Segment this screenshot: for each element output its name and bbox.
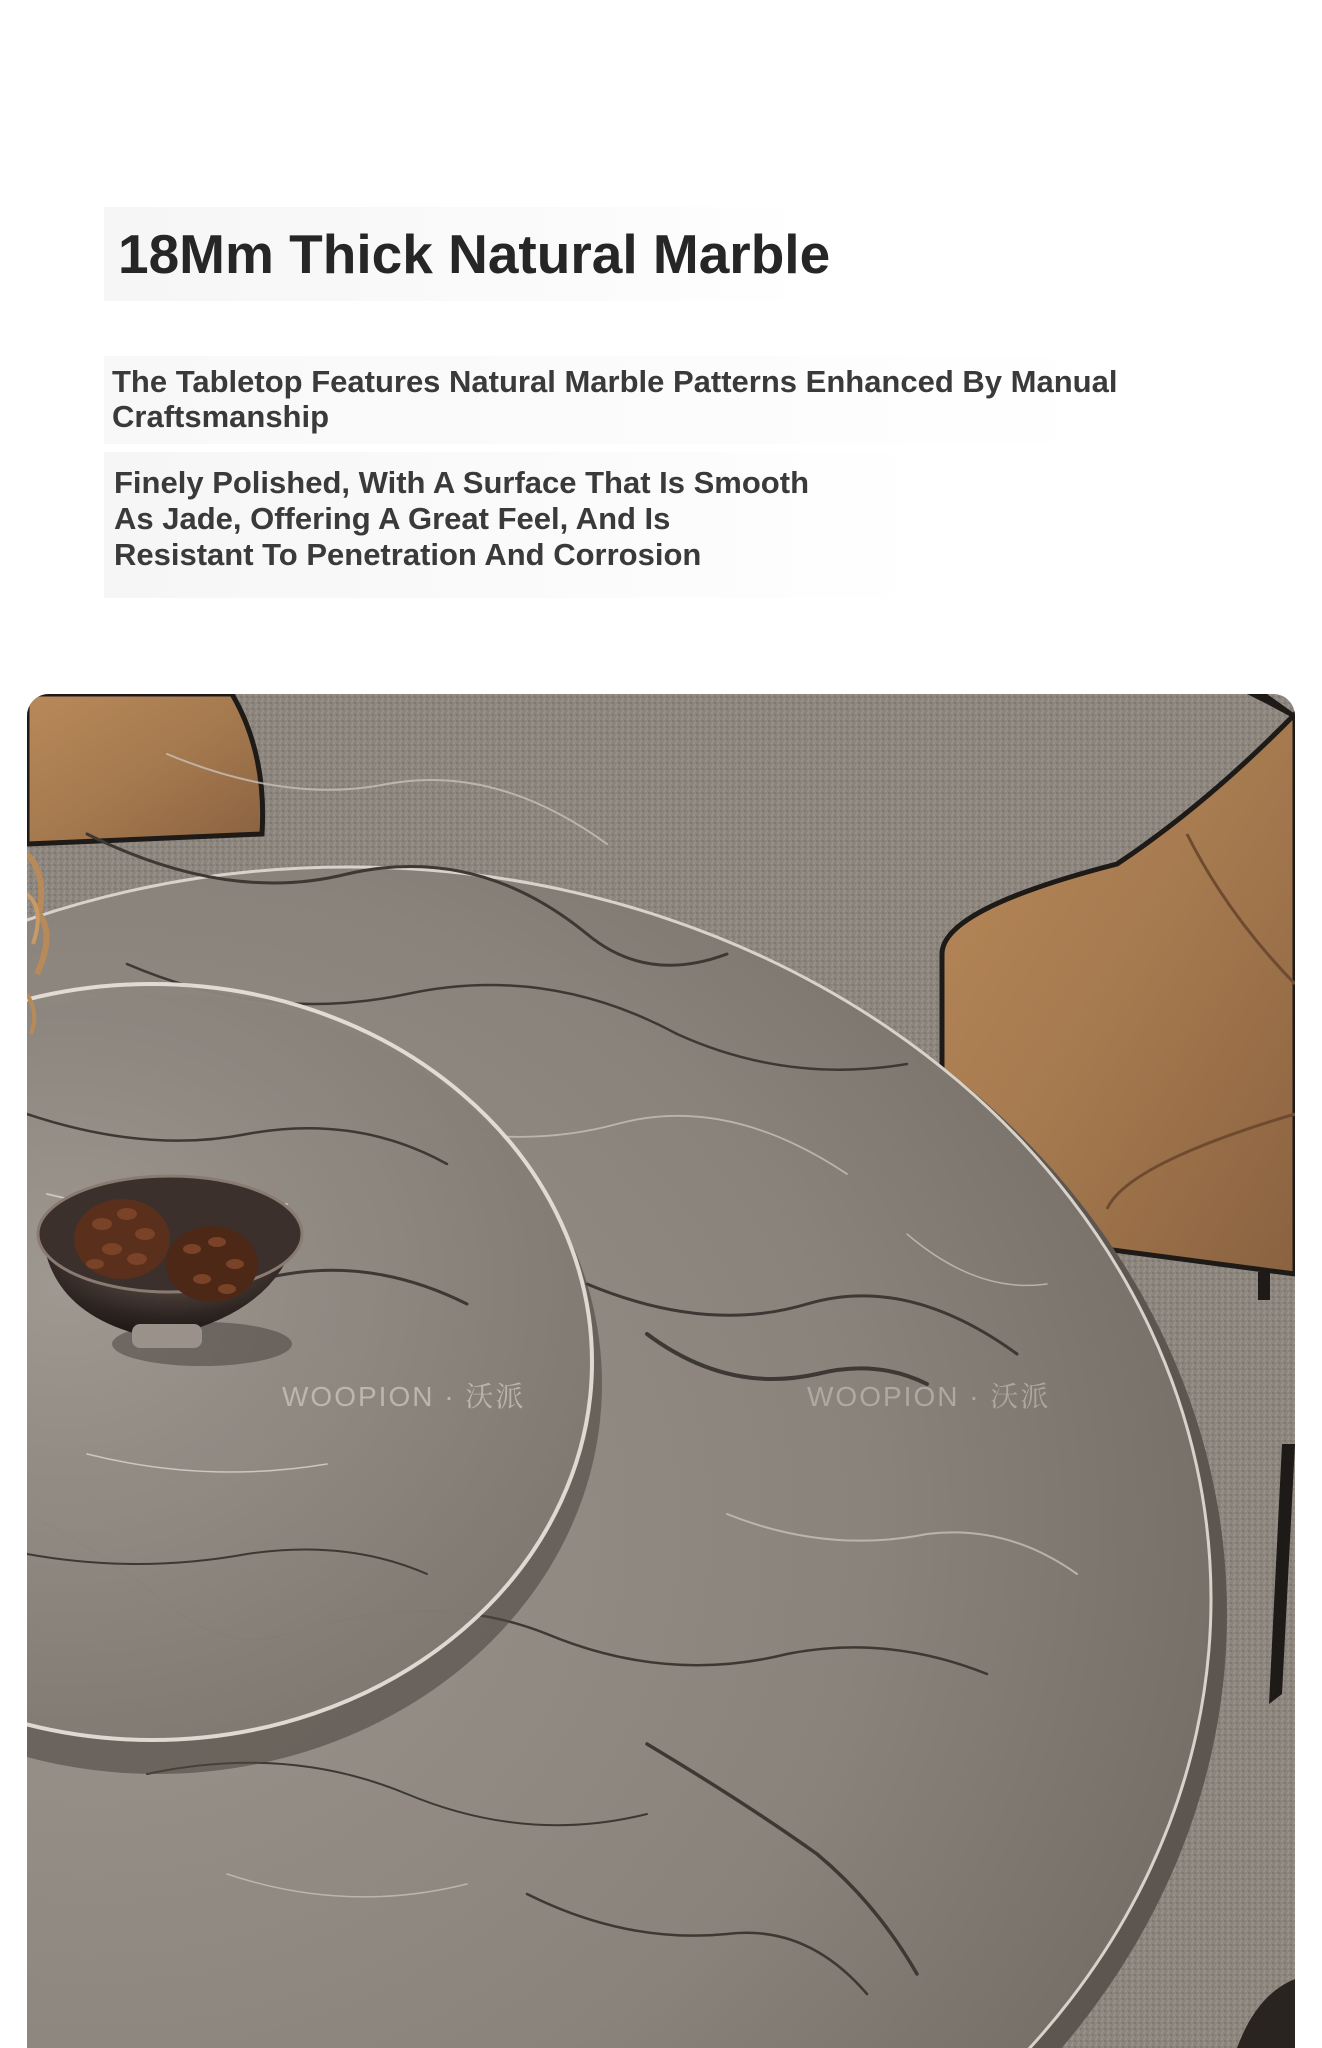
product-photo [27,694,1295,2048]
pinecone-left [74,1199,170,1279]
pinecone-right [166,1226,258,1302]
description-text-2: Finely Polished, With A Surface That Is Smooth As Jade, Offering A Great Feel, And Is Resistant To Penetration And Corrosion [114,465,810,572]
watermark-right: WOOPION · 沃派 [807,1381,1051,1412]
marble-table-photo [27,694,1295,2048]
chair-top-left [27,694,263,844]
watermark-left: WOOPION · 沃派 [282,1381,526,1412]
page-title: 18Mm Thick Natural Marble [118,223,831,285]
description-text-1: The Tabletop Features Natural Marble Patterns Enhanced By Manual Craftsmanship [112,364,1118,434]
